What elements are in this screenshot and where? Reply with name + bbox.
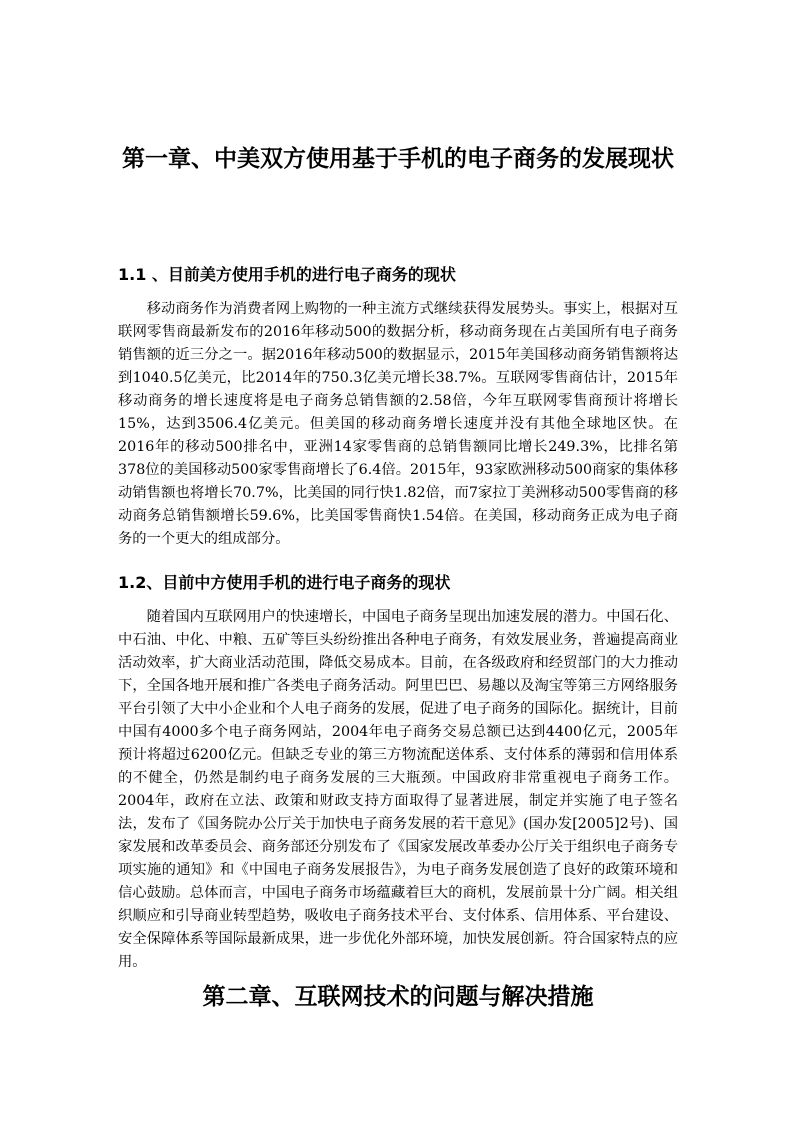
section-1-1-paragraph: 移动商务作为消费者网上购物的一种主流方式继续获得发展势头。事实上，根据对互联网零售商最新发布的2016年移动500的数据分析，移动商务现在占美国所有电子商务销售额的近三分之一。据2016年移动500的数据显示，2015年美国移动商务销售额将达到1040.5亿美元，比2014年的750.3亿美元增长38.7%。互联网零售商估计，2015年移动商务的增长速度将是电子商务总销售额的2.58倍，今年互联网零售商预计将增长15%，达到3506.4亿美元。但美国的移动商务增长速度并没有其他全球地区快。在2016年的移动500排名中，亚洲14家零售商的总销售额同比增长249.3%，比排名第378位的美国移动500家零售商增长了6.4倍。2015年，93家欧洲移动500商家的集体移动销售额也将增长70.7%，比美国的同行快1.82倍，而7家拉丁美洲移动500零售商的移动商务总销售额增长59.6%，比美国零售商快1.54倍。在美国，移动商务正成为电子商务的一个更大的组成部分。 bbox=[118, 301, 678, 547]
section-1-2-heading: 1.2、目前中方使用手机的进行电子商务的现状 bbox=[118, 573, 451, 592]
section-1-2-paragraph: 随着国内互联网用户的快速增长，中国电子商务呈现出加速发展的潜力。中国石化、中石油、中化、中粮、五矿等巨头纷纷推出各种电子商务，有效发展业务，普遍提高商业活动效率，扩大商业活动范围，降低交易成本。目前，在各级政府和经贸部门的大力推动下，全国各地开展和推广各类电子商务活动。阿里巴巴、易趣以及淘宝等第三方网络服务平台引领了大中小企业和个人电子商务的发展，促进了电子商务的国际化。据统计，目前中国有4000多个电子商务网站，2004年电子商务交易总额已达到4400亿元，2005年预计将超过6200亿元。但缺乏专业的第三方物流配送体系、支付体系的薄弱和信用体系的不健全，仍然是制约电子商务发展的三大瓶颈。中国政府非常重视电子商务工作。2004年，政府在立法、政策和财政支持方面取得了显著进展，制定并实施了电子签名法，发布了《国务院办公厅关于加快电子商务发展的若干意见》(国办发[2005]2号)、国家发展和改革委员会、商务部还分别发布了《国家发展改革委办公厅关于组织电子商务专项实施的通知》和《中国电子商务发展报告》，为电子商务发展创造了良好的政策环境和信心鼓励。总体而言，中国电子商务市场蕴藏着巨大的商机，发展前景十分广阔。相关组织顺应和引导商业转型趋势，吸收电子商务技术平台、支付体系、信用体系、平台建设、安全保障体系等国际最新成果，进一步优化外部环境，加快发展创新。符合国家特点的应用。 bbox=[118, 609, 678, 970]
section-1-1-heading: 1.1 、目前美方使用手机的进行电子商务的现状 bbox=[118, 265, 456, 284]
chapter-2-title: 第二章、互联网技术的问题与解决措施 bbox=[202, 984, 594, 1010]
chapter-1-title: 第一章、中美双方使用基于手机的电子商务的发展现状 bbox=[122, 146, 674, 172]
